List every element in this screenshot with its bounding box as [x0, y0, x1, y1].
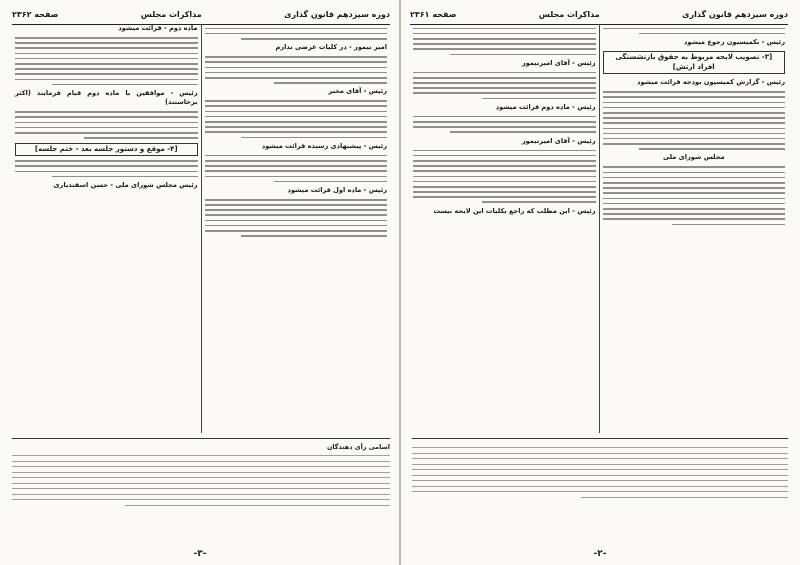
left-page-number: -۳- [193, 549, 207, 559]
footnote-title: اسامی رأی دهندگان [326, 443, 390, 451]
left-page-label: صفحه ۲۳۶۲ [12, 9, 59, 19]
right-page-left-column [410, 24, 599, 433]
right-page-number: -۲- [593, 549, 607, 559]
speaker-line: رئیس - موافقین با ماده دوم قیام فرمایند (اکثر برخاستند) [15, 88, 198, 107]
text-block [413, 72, 596, 100]
text-block [603, 166, 786, 225]
section-heading: [۳- تصویب لایحه مربوط به حقوق بازنشستگی افراد ارتش] [603, 51, 786, 74]
text-block [205, 199, 388, 237]
text-block [15, 160, 198, 177]
text-block [603, 28, 786, 35]
signature-line: رئیس مجلس شورای ملی - حسن اسفندیاری [53, 180, 198, 189]
speaker-line: رئیس - پیشنهادی رسیده قرائت میشود [261, 141, 387, 150]
right-page-label: صفحه ۲۳۶۱ [410, 9, 457, 19]
speaker-line: رئیس - آقای مخبر [328, 87, 387, 96]
text-block [205, 100, 388, 138]
right-page-right-column [600, 24, 789, 433]
text-block [205, 28, 388, 40]
left-page-columns [12, 24, 390, 433]
right-footnote [412, 438, 788, 543]
section-heading: [۴- موقع و دستور جلسه بعد - ختم جلسه] [15, 143, 198, 156]
speaker-line: رئیس - این مطلب که راجع بکلیات این لایحه نیست [433, 206, 596, 215]
speaker-line: رئیس - ماده اول قرائت میشود [287, 185, 387, 194]
left-footnote [12, 438, 390, 543]
right-page-columns [410, 24, 788, 433]
text-block [413, 116, 596, 133]
body-line: مجلس شورای ملی [662, 153, 725, 162]
text-block [205, 155, 388, 183]
speaker-line: رئیس - ماده دوم قرائت میشود [495, 102, 596, 111]
speaker-line: رئیس - آقای امیرتیمور [521, 58, 596, 67]
left-title-label: مذاکرات مجلس [140, 9, 202, 19]
speaker-line: رئیس - آقای امیرتیمور [521, 136, 596, 145]
speaker-line: امیر تیمور - در کلیات عرضی ندارم [275, 43, 387, 52]
text-block [413, 150, 596, 203]
column-rule [201, 24, 202, 433]
right-page-header [410, 6, 788, 25]
text-block [15, 111, 198, 139]
text-block [15, 37, 198, 85]
speaker-line: رئیس - گزارش کمیسیون بودجه قرائت میشود [637, 78, 785, 87]
right-title-label: مذاکرات مجلس [538, 9, 600, 19]
left-session-label: دوره سیزدهم قانون گذاری [284, 9, 390, 19]
left-page-header [12, 6, 390, 25]
text-block [413, 28, 596, 56]
text-block [205, 56, 388, 84]
right-page [400, 0, 800, 565]
column-rule [599, 24, 600, 433]
speaker-line: رئیس - بکمیسیون رجوع میشود [684, 37, 785, 46]
text-block [603, 91, 786, 150]
left-page-right-column [202, 24, 391, 433]
right-session-label: دوره سیزدهم قانون گذاری [682, 9, 788, 19]
speaker-line: ماده دوم - قرائت میشود [118, 24, 198, 32]
left-page-left-column [12, 24, 201, 433]
